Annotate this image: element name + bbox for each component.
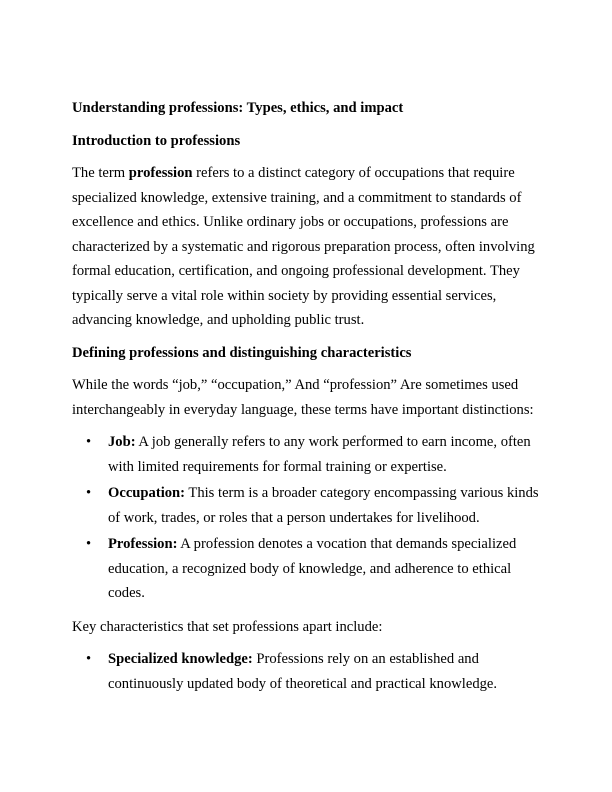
list-item-term: Job: (108, 434, 136, 450)
bullet-icon: • (86, 651, 92, 667)
list-item-job (72, 430, 542, 479)
list-item-specialized-knowledge (72, 647, 542, 696)
key-characteristics-list (72, 647, 542, 696)
bullet-icon: • (86, 434, 92, 450)
paragraph-distinctions: While the words “job,” “occupation,” And “profession” Are sometimes used interchangeably in everyday language, these terms have important distinctions: (72, 377, 534, 418)
bullet-icon: • (86, 536, 92, 552)
list-item-text: A profession denotes a vocation that demands specialized education, a recognized body of knowledge, and adherence to ethical codes. (108, 536, 517, 601)
paragraph-introduction (72, 161, 542, 333)
bullet-icon: • (86, 485, 92, 501)
paragraph-key-characteristics: Key characteristics that set professions apart include: (72, 618, 383, 635)
document-page (72, 96, 542, 705)
list-item-text: This term is a broader category encompassing various kinds of work, trades, or roles that a person undertakes for livelihood. (108, 485, 539, 526)
paragraph-text-rest: refers to a distinct category of occupations that require specialized knowledge, extensive training, and a commitment to standards of excellence and ethics. Unlike ordinary jobs or occupations, professions are characterized by a systematic and rigorous preparation process, often involving formal education, certification, and ongoing professional development. They typically serve a vital role within society by providing essential services, advancing knowledge, and upholding public trust. (72, 165, 535, 328)
list-item-term: Profession: (108, 536, 178, 552)
document-title: Understanding professions: Types, ethics, and impact (72, 100, 404, 116)
section-heading-introduction: Introduction to professions (72, 132, 241, 149)
distinctions-list (72, 430, 542, 606)
list-item-profession (72, 532, 542, 606)
list-item-term: Specialized knowledge: (108, 651, 253, 667)
list-item-term: Occupation: (108, 485, 186, 501)
list-item-text: Professions rely on an established and continuously updated body of theoretical and practical knowledge. (108, 651, 498, 692)
section-heading-defining: Defining professions and distinguishing characteristics (72, 344, 412, 361)
term-profession: profession (128, 165, 193, 181)
paragraph-text-start: The term (72, 165, 129, 181)
list-item-occupation (72, 481, 542, 530)
list-item-text: A job generally refers to any work performed to earn income, often with limited requirements for formal training or expertise. (108, 434, 531, 475)
